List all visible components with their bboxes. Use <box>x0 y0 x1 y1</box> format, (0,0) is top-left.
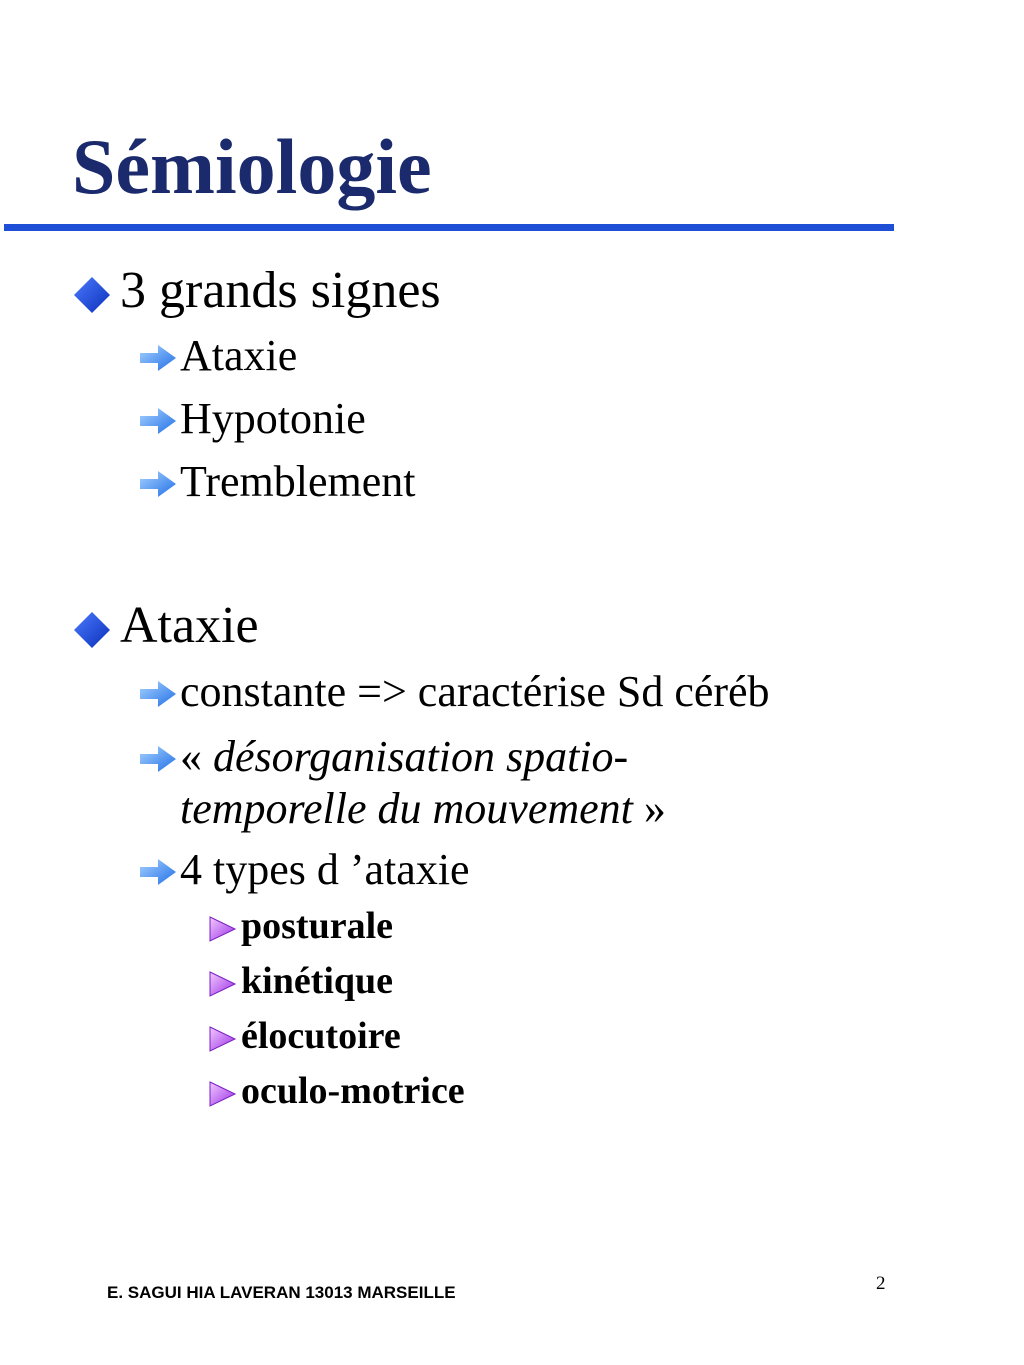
page-number: 2 <box>876 1273 886 1294</box>
quote-line-1 <box>180 732 629 781</box>
slide-title: Sémiologie <box>72 123 432 210</box>
triangle-bullet-icon <box>207 1025 237 1053</box>
subbullet-text: Hypotonie <box>180 394 366 443</box>
arrow-bullet-icon <box>138 468 178 500</box>
triangle-bullet-icon <box>207 915 237 943</box>
footer-author: E. SAGUI HIA LAVERAN 13013 MARSEILLE <box>107 1283 456 1302</box>
subbullet-text: Tremblement <box>180 457 416 506</box>
close-quote: » <box>632 784 666 833</box>
diamond-bullet-icon <box>72 275 112 315</box>
arrow-bullet-icon <box>138 856 178 888</box>
subbullet-text: 4 types d ’ataxie <box>180 845 470 894</box>
type-text: élocutoire <box>241 1015 401 1057</box>
title-underline <box>4 224 894 231</box>
arrow-bullet-icon <box>138 678 178 710</box>
open-quote: « <box>180 732 213 781</box>
bullet-text: Ataxie <box>120 597 259 654</box>
diamond-bullet-icon <box>72 610 112 650</box>
type-text: oculo-motrice <box>241 1070 465 1112</box>
quote-text-1: désorganisation spatio- <box>213 732 629 781</box>
arrow-bullet-icon <box>138 405 178 437</box>
bullet-text: 3 grands signes <box>120 262 441 319</box>
subbullet-text: constante => caractérise Sd céréb <box>180 667 770 716</box>
arrow-bullet-icon <box>138 743 178 775</box>
triangle-bullet-icon <box>207 970 237 998</box>
quote-text-2: temporelle du mouvement <box>180 784 633 833</box>
triangle-bullet-icon <box>207 1080 237 1108</box>
subbullet-text: Ataxie <box>180 331 298 380</box>
quote-line-2 <box>180 784 666 833</box>
arrow-bullet-icon <box>138 342 178 374</box>
type-text: kinétique <box>241 960 394 1002</box>
type-text: posturale <box>241 905 393 947</box>
